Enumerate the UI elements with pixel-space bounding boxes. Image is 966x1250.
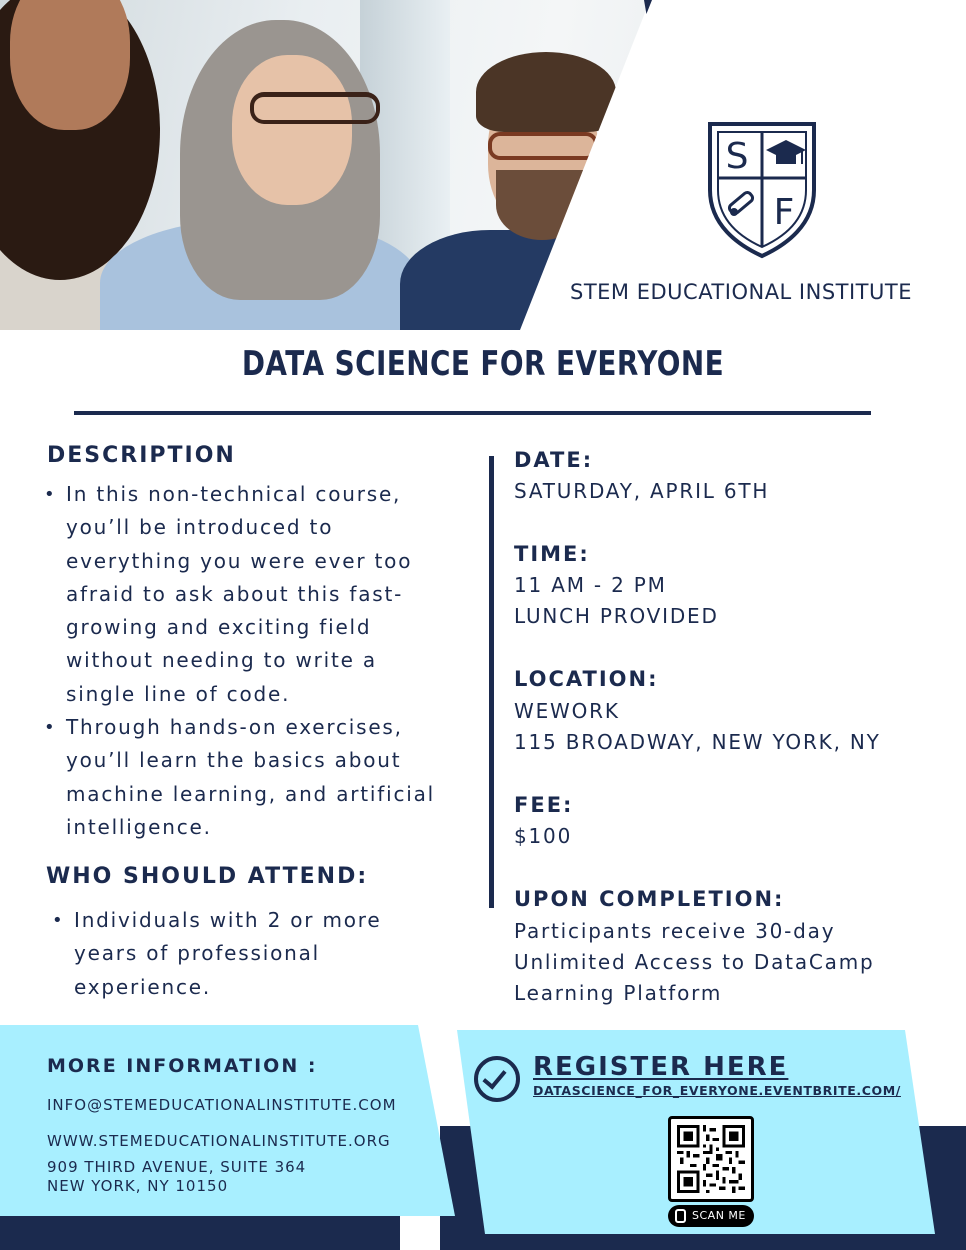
list-item: • Through hands-on exercises, you’ll learn the basics about machine learning, and artificial intelligence. <box>44 711 484 844</box>
logo-letter-s: S <box>725 136 749 177</box>
contact-address-line-2: NEW YORK, NY 10150 <box>47 1177 229 1195</box>
fee-label: FEE: <box>514 793 574 817</box>
phone-icon <box>675 1209 686 1223</box>
register-link[interactable]: REGISTER HERE <box>533 1052 789 1082</box>
list-item: • Individuals with 2 or more years of professional experience. <box>52 904 472 1004</box>
completion-line-2: Unlimited Access to DataCamp <box>514 950 875 974</box>
footer-band-left <box>0 1216 400 1250</box>
scan-me-label: SCAN ME <box>692 1209 746 1222</box>
scan-me-badge <box>668 1205 754 1227</box>
location-venue: WEWORK <box>514 699 620 723</box>
lunch-note: LUNCH PROVIDED <box>514 604 719 628</box>
organization-name: STEM EDUCATIONAL INSTITUTE <box>570 280 912 304</box>
institute-logo <box>706 120 818 260</box>
completion-line-1: Participants receive 30-day <box>514 919 836 943</box>
who-should-attend-heading: WHO SHOULD ATTEND: <box>46 864 369 889</box>
location-address: 115 BROADWAY, NEW YORK, NY <box>514 730 881 754</box>
contact-email[interactable]: INFO@STEMEDUCATIONALINSTITUTE.COM <box>47 1096 397 1114</box>
more-info-heading: MORE INFORMATION : <box>47 1055 318 1077</box>
location-label: LOCATION: <box>514 667 659 691</box>
contact-address-line-1: 909 THIRD AVENUE, SUITE 364 <box>47 1158 307 1176</box>
list-item: • In this non-technical course, you’ll be introduced to everything you were ever too afraid to ask about this fast- growing and exciting field without needing to write a single line of code. <box>44 478 484 711</box>
check-circle-icon <box>474 1056 520 1102</box>
time-label: TIME: <box>514 542 590 566</box>
qr-code-icon[interactable] <box>668 1116 754 1202</box>
description-list <box>44 478 484 844</box>
completion-line-3: Learning Platform <box>514 981 723 1005</box>
page-title: DATA SCIENCE FOR EVERYONE <box>241 344 725 384</box>
time-value: 11 AM - 2 PM <box>514 573 667 597</box>
title-divider <box>74 411 871 415</box>
date-label: DATE: <box>514 448 594 472</box>
description-heading: DESCRIPTION <box>47 443 236 468</box>
logo-letter-f: F <box>773 192 795 233</box>
column-divider <box>489 456 494 908</box>
fee-value: $100 <box>514 824 573 848</box>
completion-label: UPON COMPLETION: <box>514 887 785 911</box>
date-value: SATURDAY, APRIL 6TH <box>514 479 770 503</box>
attend-list <box>52 904 472 1004</box>
contact-website[interactable]: WWW.STEMEDUCATIONALINSTITUTE.ORG <box>47 1132 391 1150</box>
register-url-link[interactable]: DATASCIENCE_FOR_EVERYONE.EVENTBRITE.COM/ <box>533 1083 901 1098</box>
